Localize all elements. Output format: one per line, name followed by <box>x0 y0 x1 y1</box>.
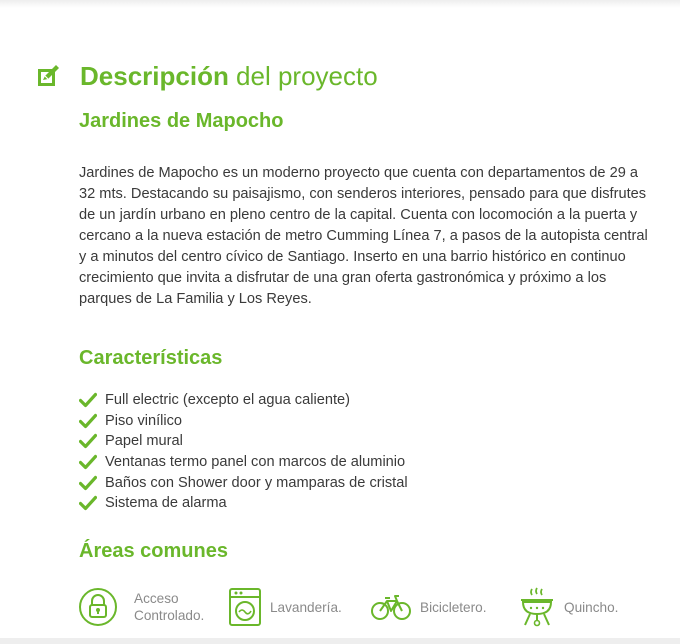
feature-item <box>79 452 408 473</box>
amenity-label: Controlado. <box>134 608 205 623</box>
feature-label: Sistema de alarma <box>105 495 227 512</box>
check-icon <box>79 454 97 470</box>
feature-item <box>79 431 408 452</box>
amenity-label: Lavandería. <box>270 599 342 615</box>
padlock-icon <box>78 587 118 627</box>
grill-icon <box>518 587 556 627</box>
bottom-bar <box>0 638 680 644</box>
amenity-laundry <box>228 587 342 627</box>
project-name: Jardines de Mapocho <box>79 110 284 132</box>
feature-label: Full electric (excepto el agua caliente) <box>105 392 350 409</box>
feature-item <box>79 493 408 514</box>
amenities-title: Áreas comunes <box>79 540 228 562</box>
features-title: Características <box>79 347 223 369</box>
edit-document-icon <box>36 63 62 89</box>
amenities-row <box>78 587 658 631</box>
bicycle-icon <box>370 587 412 627</box>
check-icon <box>79 495 97 511</box>
amenity-access <box>78 587 204 627</box>
feature-item <box>79 390 408 411</box>
project-description: Jardines de Mapocho es un moderno proyecto que cuenta con departamentos de 29 a 32 mts. Destacando su paisajismo, con senderos interiores, pensado para que disfrutes de un jardín urbano en pleno centro de la capital. Cuenta con locomoción a la puerta y cercano a la nueva estación de metro Cumming Línea 7, a pasos de la autopista central y a minutos del centro cívico de Santiago. Inserto en una barrio histórico en continuo crecimiento que invita a disfrutar de una gran oferta gastronómica y próximo a los parques de La Familia y Los Reyes. <box>79 165 648 307</box>
top-shadow <box>0 0 680 8</box>
check-icon <box>79 413 97 429</box>
washing-machine-icon <box>228 587 262 627</box>
section-header <box>36 60 378 92</box>
check-icon <box>79 475 97 491</box>
amenity-label: Bicicletero. <box>420 599 487 615</box>
amenity-label: Quincho. <box>564 599 619 615</box>
feature-label: Papel mural <box>105 433 183 450</box>
amenity-label: Acceso <box>134 591 179 606</box>
check-icon <box>79 433 97 449</box>
feature-item <box>79 472 408 493</box>
page-title: Descripción del proyecto <box>80 61 378 91</box>
feature-label: Piso vinílico <box>105 412 183 429</box>
feature-label: Ventanas termo panel con marcos de aluminio <box>105 454 406 471</box>
amenity-grill <box>518 587 618 627</box>
feature-label: Baños con Shower door y mamparas de cristal <box>105 474 408 491</box>
amenity-bike <box>370 587 486 627</box>
check-icon <box>79 392 97 408</box>
feature-item <box>79 411 408 432</box>
features-list <box>79 390 408 514</box>
